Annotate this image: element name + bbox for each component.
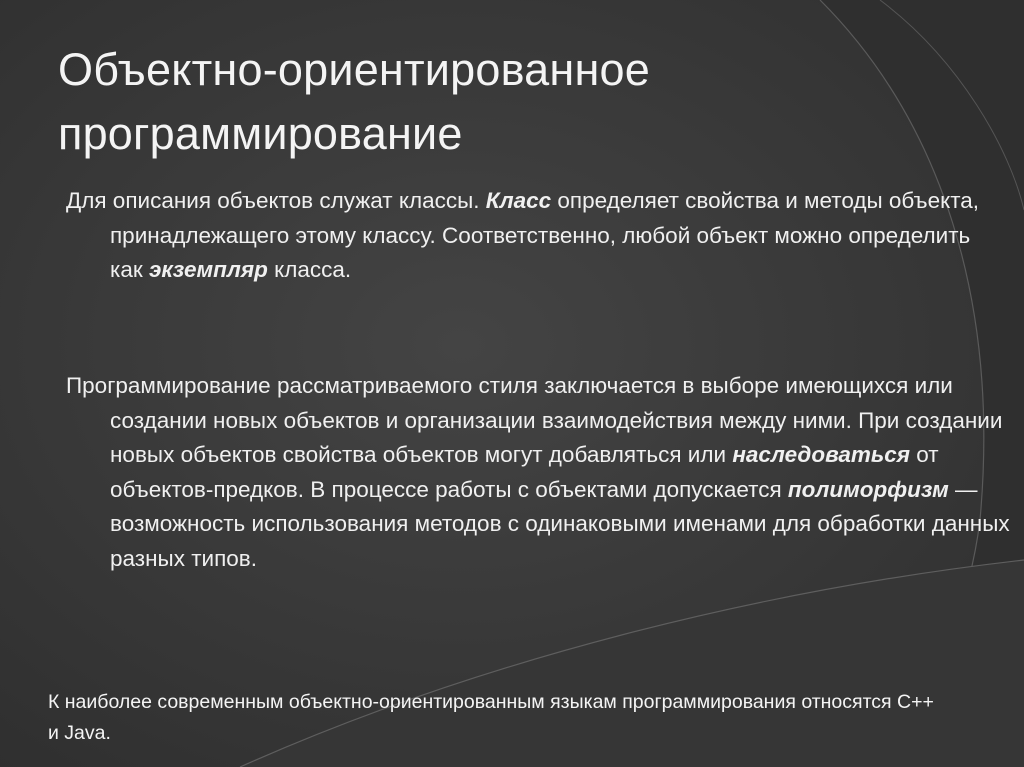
title-line-2: программирование — [58, 108, 463, 159]
p2-text-3: — возможность использования методов с одинаковыми именами для обработки данных разных типов. — [110, 476, 1010, 571]
p1-text-3: класса. — [267, 257, 352, 283]
term-instance: экземпляр — [148, 257, 268, 283]
slide-title — [58, 38, 958, 166]
footer-note: К наиболее современным объектно-ориентированным языкам программирования относятся C++ и Java. — [48, 691, 934, 744]
p1-text-2: определяет свойства и методы объекта, принадлежащего этому классу. Соответственно, любой объект можно определить как — [110, 188, 980, 283]
term-inherit: наследоваться — [732, 442, 911, 468]
p1-text-1: Для описания объектов служат классы. — [66, 188, 486, 213]
term-class: Класс — [485, 188, 552, 213]
p2-text-2: от объектов-предков. В процессе работы с объектами допускается — [110, 442, 939, 502]
paragraph-classes — [66, 184, 990, 288]
title-line-1: Объектно-ориентированное — [58, 44, 650, 95]
term-polymorphism: полиморфизм — [787, 476, 949, 502]
p2-text-1: Программирование рассматриваемого стиля заключается в выборе имеющихся или создании новых объектов и организации взаимодействия между ними. При создании новых объектов свойства объектов могут добавляться или — [66, 373, 1003, 468]
paragraph-programming-style — [66, 369, 1020, 577]
